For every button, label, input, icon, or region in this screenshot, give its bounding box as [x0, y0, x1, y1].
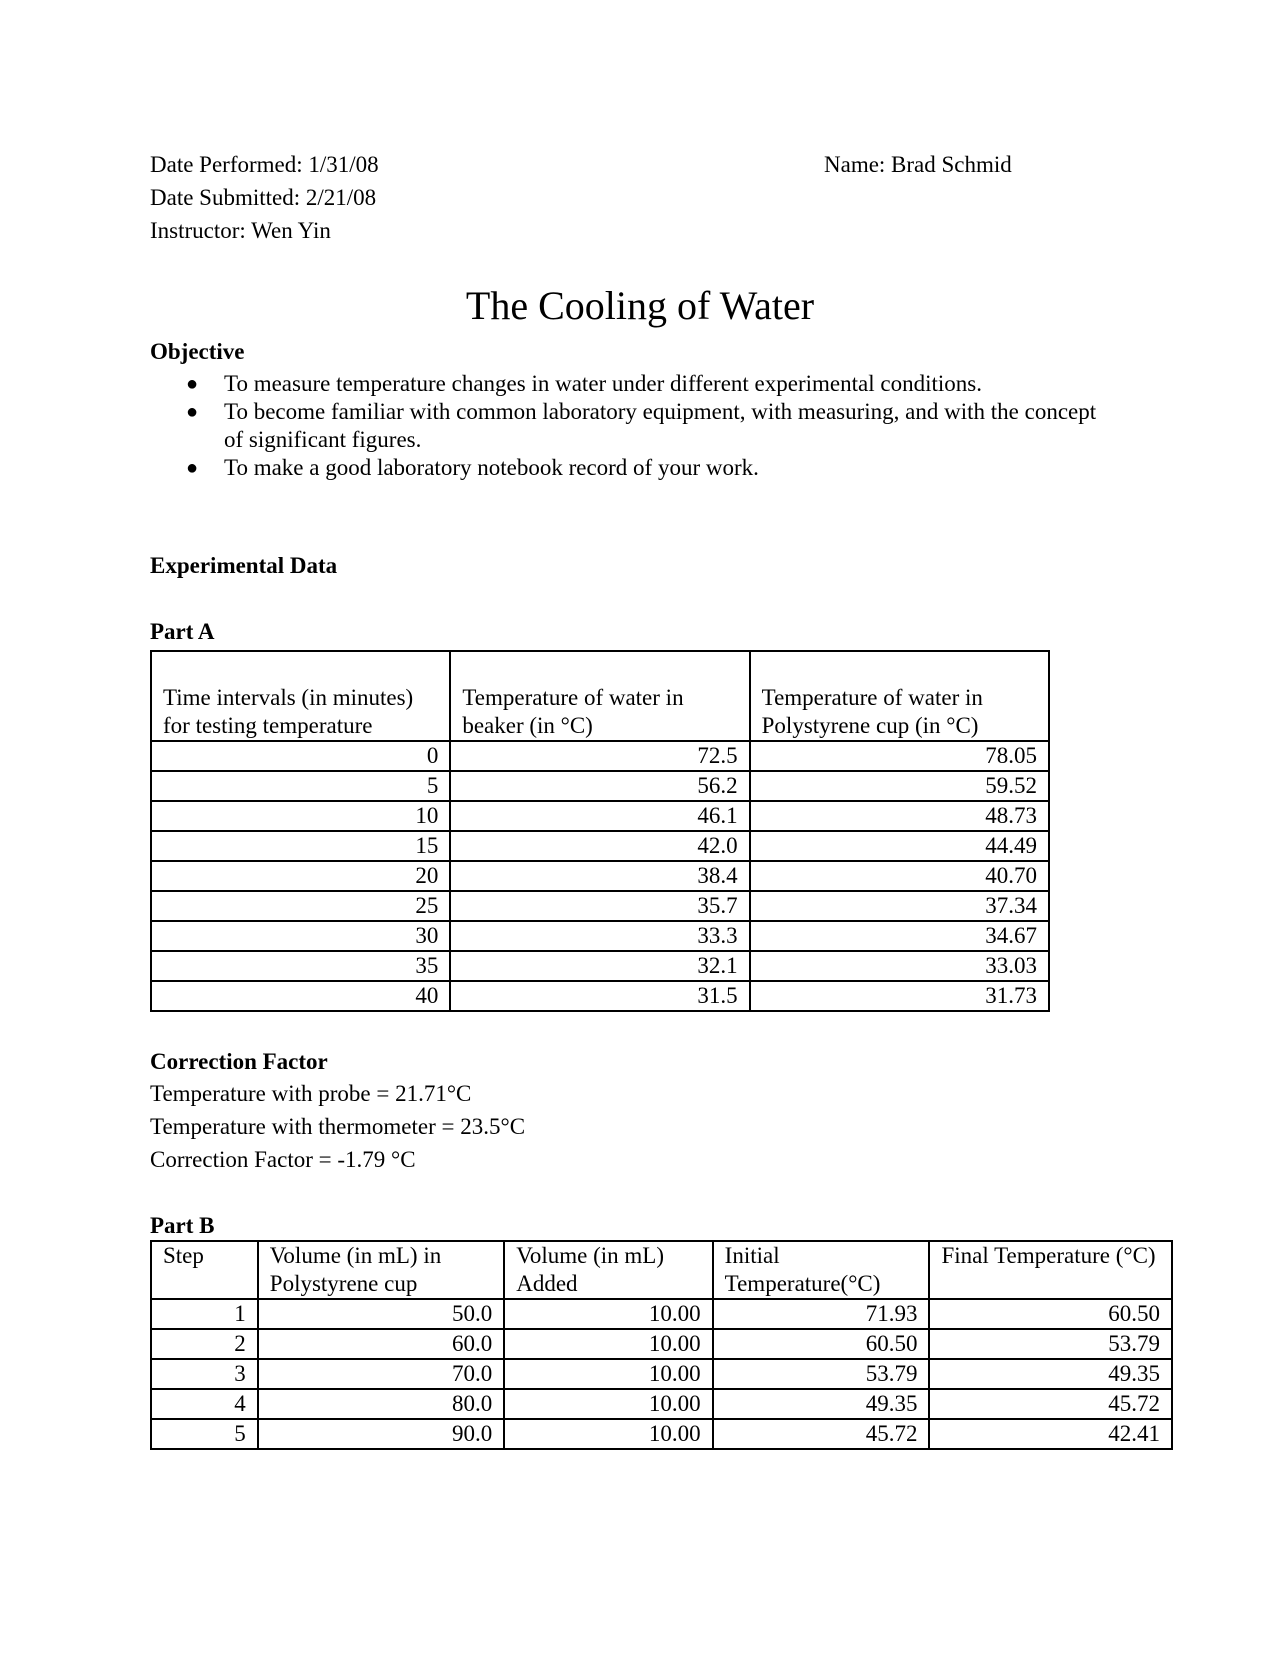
table-cell: 10.00 [504, 1389, 712, 1419]
table-cell: 70.0 [258, 1359, 504, 1389]
part-b-table [150, 1240, 1173, 1450]
table-cell: 90.0 [258, 1419, 504, 1449]
table-cell: 2 [151, 1329, 258, 1359]
list-item [150, 370, 1110, 398]
table-cell: 60.50 [713, 1329, 930, 1359]
table-cell: 31.5 [450, 981, 749, 1011]
column-header: Temperature of water in beaker (in °C) [450, 651, 749, 741]
table-cell: 53.79 [929, 1329, 1172, 1359]
part-a-table [150, 650, 1050, 1012]
experimental-data-heading: Experimental Data [150, 553, 338, 578]
column-header: Volume (in mL) Added [504, 1241, 712, 1299]
page-title: The Cooling of Water [465, 283, 815, 328]
objective-heading: Objective [150, 339, 245, 364]
part-a-heading: Part A [150, 619, 215, 644]
table-cell: 48.73 [750, 801, 1049, 831]
student-name: Name: Brad Schmid [824, 152, 1012, 177]
table-cell: 71.93 [713, 1299, 930, 1329]
table-cell: 0 [151, 741, 450, 771]
table-row [151, 861, 1049, 891]
table-cell: 59.52 [750, 771, 1049, 801]
table-row [151, 1359, 1172, 1389]
table-cell: 46.1 [450, 801, 749, 831]
table-cell: 44.49 [750, 831, 1049, 861]
table-cell: 78.05 [750, 741, 1049, 771]
bullet-icon: ● [186, 457, 199, 479]
table-cell: 10 [151, 801, 450, 831]
table-cell: 80.0 [258, 1389, 504, 1419]
table-row [151, 1299, 1172, 1329]
table-cell: 38.4 [450, 861, 749, 891]
list-item [150, 398, 1110, 454]
table-cell: 40 [151, 981, 450, 1011]
table-cell: 35.7 [450, 891, 749, 921]
column-header: Volume (in mL) in Polystyrene cup [258, 1241, 504, 1299]
table-row [151, 921, 1049, 951]
table-cell: 10.00 [504, 1299, 712, 1329]
table-cell: 53.79 [713, 1359, 930, 1389]
date-submitted: Date Submitted: 2/21/08 [150, 185, 377, 210]
table-cell: 4 [151, 1389, 258, 1419]
table-cell: 5 [151, 1419, 258, 1449]
table-cell: 34.67 [750, 921, 1049, 951]
table-row [151, 741, 1049, 771]
table-cell: 37.34 [750, 891, 1049, 921]
column-header: Final Temperature (°C) [929, 1241, 1172, 1299]
column-header: Temperature of water in Polystyrene cup (in °C) [750, 651, 1049, 741]
list-item-text: To make a good laboratory notebook record of your work. [224, 455, 759, 480]
table-cell: 10.00 [504, 1419, 712, 1449]
table-cell: 20 [151, 861, 450, 891]
date-performed: Date Performed: 1/31/08 [150, 152, 379, 177]
instructor: Instructor: Wen Yin [150, 218, 331, 243]
bullet-icon: ● [186, 373, 199, 395]
table-header-row [151, 1241, 1172, 1299]
table-row [151, 1389, 1172, 1419]
table-row [151, 1419, 1172, 1449]
table-header-row [151, 651, 1049, 741]
table-cell: 10.00 [504, 1329, 712, 1359]
table-cell: 33.3 [450, 921, 749, 951]
table-cell: 49.35 [713, 1389, 930, 1419]
column-header: Initial Temperature(°C) [713, 1241, 930, 1299]
table-cell: 35 [151, 951, 450, 981]
table-cell: 5 [151, 771, 450, 801]
table-row [151, 771, 1049, 801]
column-header: Step [151, 1241, 258, 1299]
table-cell: 56.2 [450, 771, 749, 801]
table-cell: 40.70 [750, 861, 1049, 891]
correction-factor-heading: Correction Factor [150, 1049, 328, 1074]
table-cell: 72.5 [450, 741, 749, 771]
table-cell: 49.35 [929, 1359, 1172, 1389]
correction-factor-value: Correction Factor = -1.79 °C [150, 1147, 416, 1172]
probe-temperature: Temperature with probe = 21.71°C [150, 1081, 472, 1106]
table-cell: 45.72 [929, 1389, 1172, 1419]
table-cell: 45.72 [713, 1419, 930, 1449]
table-cell: 15 [151, 831, 450, 861]
thermometer-temperature: Temperature with thermometer = 23.5°C [150, 1114, 526, 1139]
table-cell: 25 [151, 891, 450, 921]
table-cell: 33.03 [750, 951, 1049, 981]
table-cell: 30 [151, 921, 450, 951]
list-item-text: To become familiar with common laboratory equipment, with measuring, and with the concept of significant figures. [224, 399, 1097, 452]
table-cell: 42.41 [929, 1419, 1172, 1449]
bullet-icon: ● [186, 401, 199, 423]
objective-list [150, 370, 1110, 482]
list-item [150, 454, 1110, 482]
table-row [151, 981, 1049, 1011]
table-row [151, 951, 1049, 981]
table-cell: 32.1 [450, 951, 749, 981]
table-row [151, 891, 1049, 921]
table-cell: 1 [151, 1299, 258, 1329]
list-item-text: To measure temperature changes in water under different experimental conditions. [224, 371, 982, 396]
table-row [151, 801, 1049, 831]
table-row [151, 1329, 1172, 1359]
table-cell: 60.50 [929, 1299, 1172, 1329]
column-header: Time intervals (in minutes) for testing temperature [151, 651, 450, 741]
table-row [151, 831, 1049, 861]
part-b-heading: Part B [150, 1213, 215, 1238]
table-cell: 10.00 [504, 1359, 712, 1389]
table-cell: 60.0 [258, 1329, 504, 1359]
table-cell: 3 [151, 1359, 258, 1389]
table-cell: 42.0 [450, 831, 749, 861]
table-cell: 50.0 [258, 1299, 504, 1329]
table-cell: 31.73 [750, 981, 1049, 1011]
